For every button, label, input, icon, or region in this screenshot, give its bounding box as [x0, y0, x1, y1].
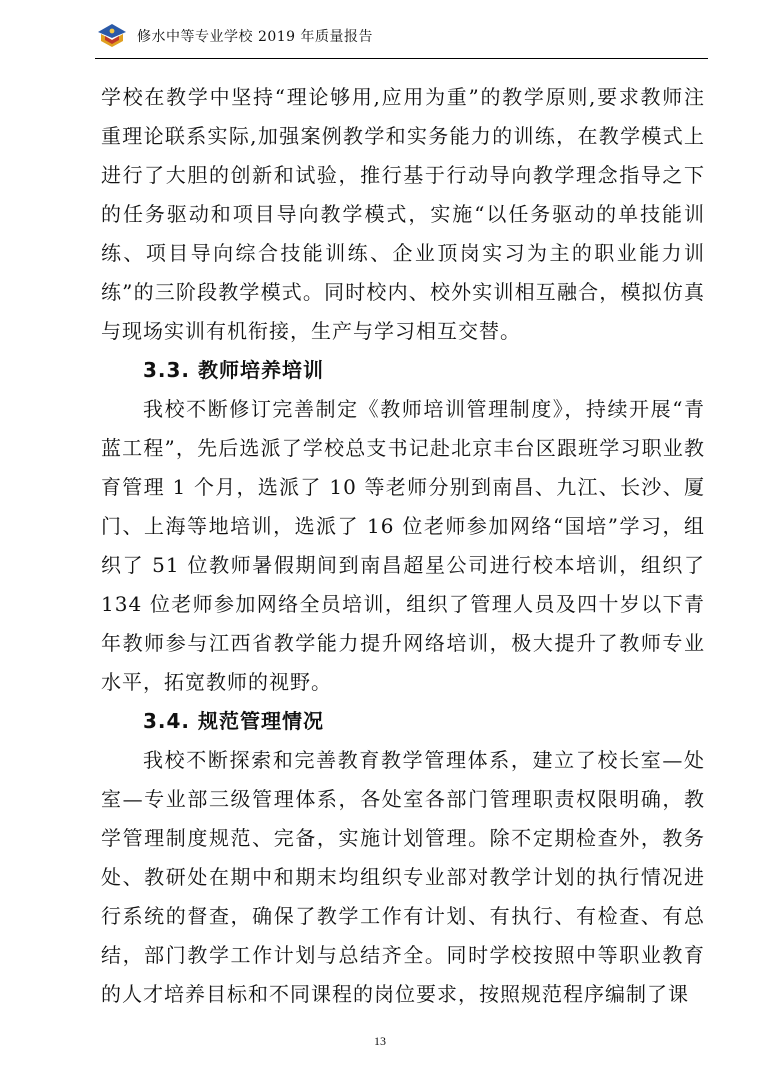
section-heading-3-3: 3.3. 教师培养培训: [143, 358, 324, 382]
paragraph-management: 我校不断探索和完善教育教学管理体系，建立了校长室—处室—专业部三级管理体系，各处室各部门管理职责权限明确，教学管理制度规范、完备，实施计划管理。除不定期检查外，教务处、教研处在期中和期末均组织专业部对教学计划的执行情况进行系统的督查，确保了教学工作有计划、有执行、有检查、有总结，部门教学工作计划与总结齐全。同时学校按照中等职业教育的人才培养目标和不同课程的岗位要求，按照规范程序编制了课: [101, 748, 705, 1006]
header-divider: [95, 58, 708, 59]
page-header: [95, 16, 695, 56]
paragraph-teacher-training: 我校不断修订完善制定《教师培训管理制度》，持续开展“青蓝工程”，先后选派了学校总支书记赴北京丰台区跟班学习职业教育管理 1 个月，选派了 10 等老师分别到南昌、九江、长沙、厦门、上海等地培训，选派了 16 位老师参加网络“国培”学习，组织了 51 位教师暑假期间到南昌超星公司进行校本培训，组织了 134 位老师参加网络全员培训，组织了管理人员及四十岁以下青年教师参与江西省教学能力提升网络培训，极大提升了教师专业水平，拓宽教师的视野。: [101, 397, 705, 694]
section-heading-3-4: 3.4. 规范管理情况: [143, 709, 324, 733]
school-emblem-icon: [95, 21, 129, 51]
document-body: [101, 78, 705, 1014]
report-title: 修水中等专业学校 2019 年质量报告: [137, 29, 374, 45]
page-number: 13: [374, 1034, 386, 1048]
paragraph-teaching-principles: 学校在教学中坚持“理论够用,应用为重”的教学原则,要求教师注重理论联系实际,加强案例教学和实务能力的训练，在教学模式上进行了大胆的创新和试验，推行基于行动导向教学理念指导之下的任务驱动和项目导向教学模式，实施“以任务驱动的单技能训练、项目导向综合技能训练、企业顶岗实习为主的职业能力训练”的三阶段教学模式。同时校内、校外实训相互融合，模拟仿真与现场实训有机衔接，生产与学习相互交替。: [101, 85, 705, 343]
